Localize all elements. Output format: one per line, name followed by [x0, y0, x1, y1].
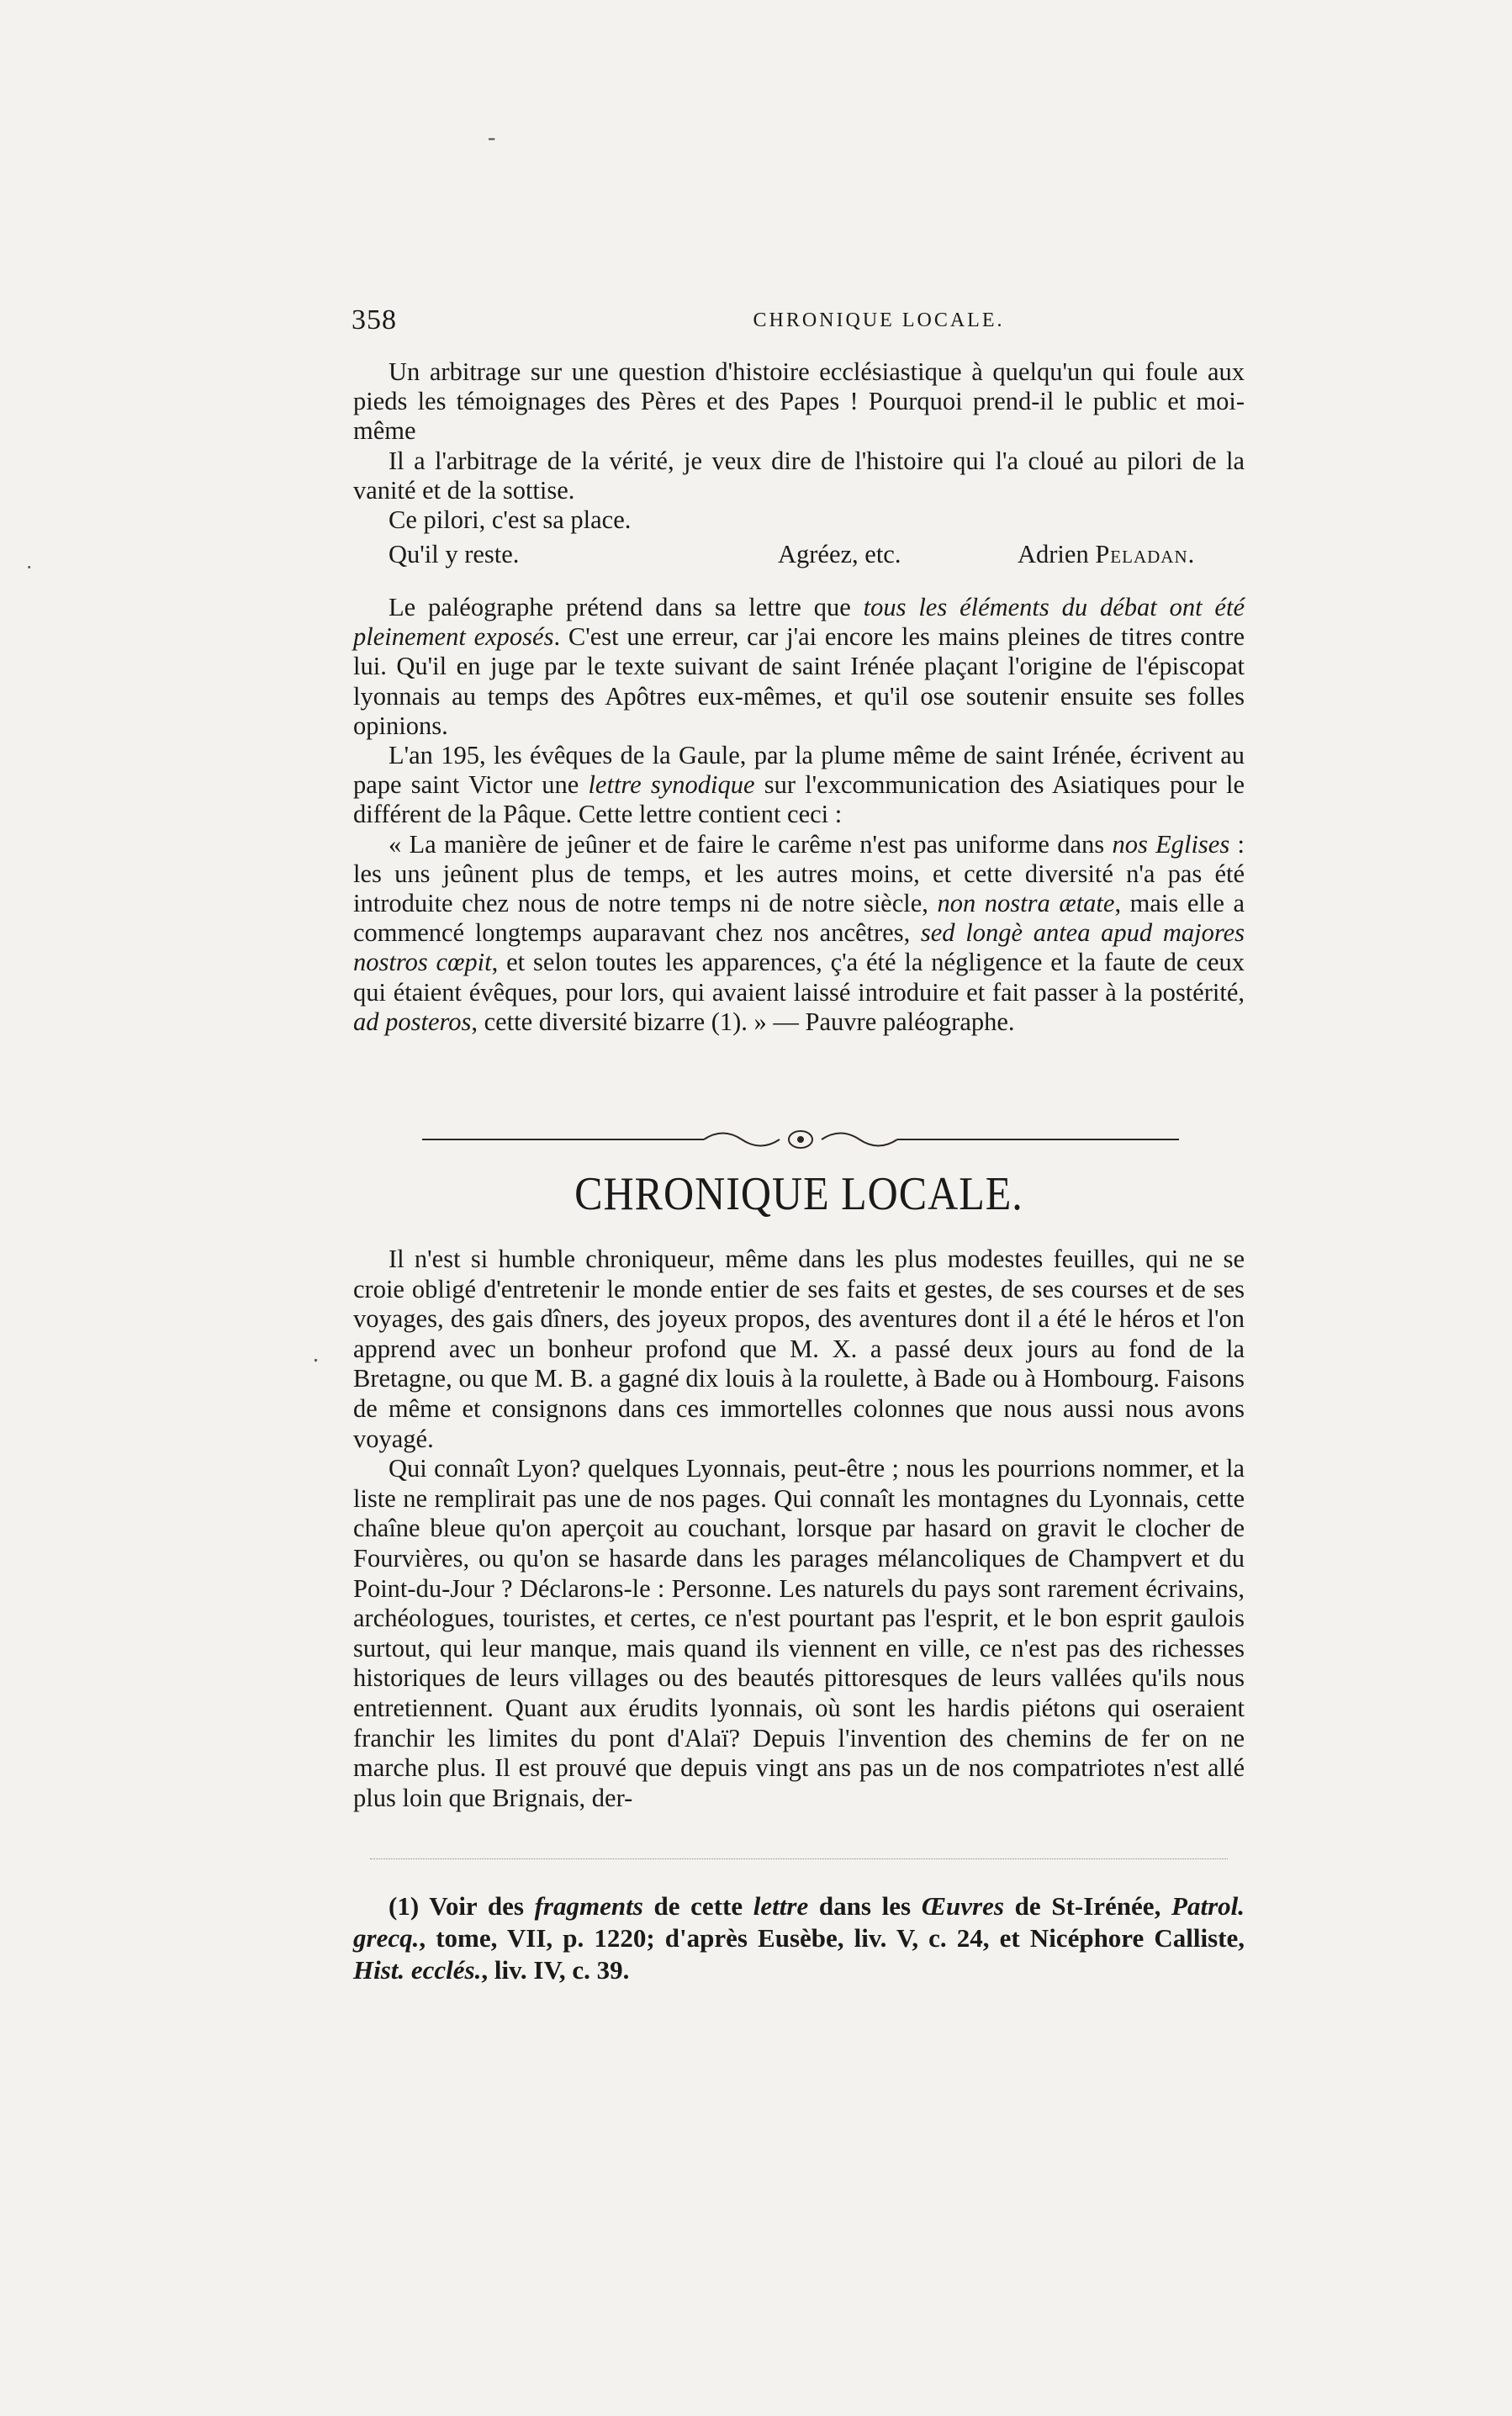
text-run: , liv. IV, c. 39. — [481, 1955, 630, 1985]
footnote-text — [353, 1890, 1245, 1986]
text-run: Le paléographe prétend dans sa lettre que — [389, 593, 864, 621]
chronicle-paragraph: Qui connaît Lyon? quelques Lyonnais, peut-être ; nous les pourrions nommer, et la liste ne remplirait pas une de nos pages. Qui connaît les montagnes du Lyonnais, cette chaîne bleue qu'on aperçoit au couchant, lorsque par hasard on gravit le clocher de Fourvières, ou qu'on se hasarde dans les parages mélancoliques de Champvert et du Point-du-Jour ? Déclarons-le : Personne. Les naturels du pays sont rarement écrivains, archéologues, touristes, et certes, ce n'est pourtant pas l'esprit, et le bon esprit gaulois surtout, qui leur manque, mais quand ils viennent en ville, ce n'est pas des richesses historiques de leurs villages ou des beautés pittoresques de leurs vallées qu'ils nous entretiennent. Quant aux érudits lyonnais, où sont les hardis piétons qui oseraient franchir les limites du pont d'Alaï? Depuis l'invention des chemins de fer on ne marche plus. Il est prouvé que depuis vingt ans pas un de nos compatriotes n'est allé plus loin que Brignais, der- — [353, 1454, 1245, 1812]
stray-mark: ˙ — [25, 562, 34, 588]
text-run: sur l'excommunication des Asiatiques pour le différent de la Pâque. Cette lettre contient ceci : — [353, 770, 1245, 829]
letter-paragraph: Il a l'arbitrage de la vérité, je veux dire de l'histoire qui l'a cloué au pilori de la vanité et de la sottise. — [353, 446, 1245, 505]
footnote — [353, 1890, 1245, 1986]
page-number: 358 — [352, 304, 397, 336]
signoff-author — [1018, 540, 1195, 569]
footnote-rule — [370, 1858, 1228, 1859]
italic-run: lettre — [753, 1891, 809, 1921]
text-run: « La manière de jeûner et de faire le carême n'est pas uniforme dans — [389, 829, 1113, 859]
stray-mark: . — [313, 1341, 319, 1367]
italic-run: nos Eglises — [1112, 829, 1230, 859]
text-run: de cette — [642, 1891, 753, 1921]
text-run: , et selon toutes les apparences, ç'a été la négligence et la faute de ceux qui étaient évêques, pour lors, qui avaient laissé introduire et fait passer à la postérité, — [353, 948, 1245, 1007]
text-run: . C'est une erreur, car j'ai encore les mains pleines de titres contre lui. Qu'il en juge par le texte suivant de saint Irénée plaçant l'origine de l'épiscopat lyonnais au temps des Apôtres eux-mêmes, et qu'il ose soutenir ensuite ses folles opinions. — [353, 622, 1245, 740]
author-first-name: Adrien — [1018, 540, 1089, 568]
italic-run: Patrol. grecq. — [353, 1891, 1245, 1953]
running-title: CHRONIQUE LOCALE. — [753, 309, 1005, 331]
rejoinder-body — [353, 593, 1245, 1037]
chronicle-paragraph: Il n'est si humble chroniqueur, même dans les plus modestes feuilles, qui ne se croie obligé d'entretenir le monde entier de ses faits et gestes, de ses courses et de ses voyages, des gais dîners, des joyeux propos, des aventures dont il a été le héros et l'on apprend avec un bonheur profond que M. X. a passé deux jours au fond de la Bretagne, ou que M. B. a gagné dix louis à la roulette, à Bade ou à Hombourg. Faisons de même et consignons dans ces immortelles colonnes que nous aussi nous avons voyagé. — [353, 1245, 1245, 1453]
text-run: dans les — [808, 1891, 922, 1921]
italic-run: ad posteros — [353, 1007, 472, 1036]
text-run: (1) Voir des — [389, 1891, 535, 1921]
letter-signoff — [353, 540, 1245, 570]
italic-run: lettre synodique — [588, 770, 755, 800]
italic-run: Hist. ecclés. — [353, 1955, 482, 1985]
text-run: : les uns jeûnent plus de temps, et les autres moins, et cette diversité n'a pas été introduite chez nous de notre temps ni de notre siècle, — [353, 829, 1245, 918]
quotation-paragraph — [353, 830, 1245, 1037]
text-run: , tome, VII, p. 1220; d'après Eusèbe, liv. V, c. 24, et Nicéphore Calliste, — [419, 1923, 1245, 1953]
running-head — [352, 304, 1246, 338]
letter-body — [353, 357, 1245, 535]
section-title: CHRONIQUE LOCALE. — [574, 1166, 1023, 1220]
rejoinder-paragraph — [353, 593, 1245, 741]
text-run: de St-Irénée, — [1003, 1891, 1172, 1921]
ornamental-divider — [422, 1127, 1179, 1152]
italic-run: tous les éléments du débat ont été pleinement exposés — [353, 593, 1245, 652]
stray-mark: - — [488, 124, 496, 151]
chronicle-body — [353, 1245, 1245, 1813]
text-run: , mais elle a commencé longtemps auparavant chez nos ancêtres, — [353, 889, 1245, 948]
italic-run: non nostra ætate — [937, 889, 1115, 918]
italic-run: sed longè antea apud majores nostros cœpit — [353, 918, 1245, 977]
letter-paragraph: Un arbitrage sur une question d'histoire ecclésiastique à quelqu'un qui foule aux pieds les témoignages des Pères et des Papes ! Pourquoi prend-il le public et moi-même — [353, 357, 1245, 446]
italic-run: Œuvres — [921, 1891, 1004, 1921]
signoff-greeting: Agréez, etc. — [778, 540, 901, 568]
text-run: , cette diversité bizarre (1). » — Pauvre paléographe. — [471, 1007, 1015, 1036]
letter-paragraph: Ce pilori, c'est sa place. — [389, 505, 632, 535]
signoff-stay: Qu'il y reste. — [389, 540, 520, 568]
italic-run: fragments — [534, 1891, 643, 1921]
rejoinder-paragraph — [353, 741, 1245, 830]
text-run: L'an 195, les évêques de la Gaule, par la plume même de saint Irénée, écrivent au pape saint Victor une — [353, 741, 1245, 800]
author-last-name: Peladan. — [1095, 540, 1196, 568]
